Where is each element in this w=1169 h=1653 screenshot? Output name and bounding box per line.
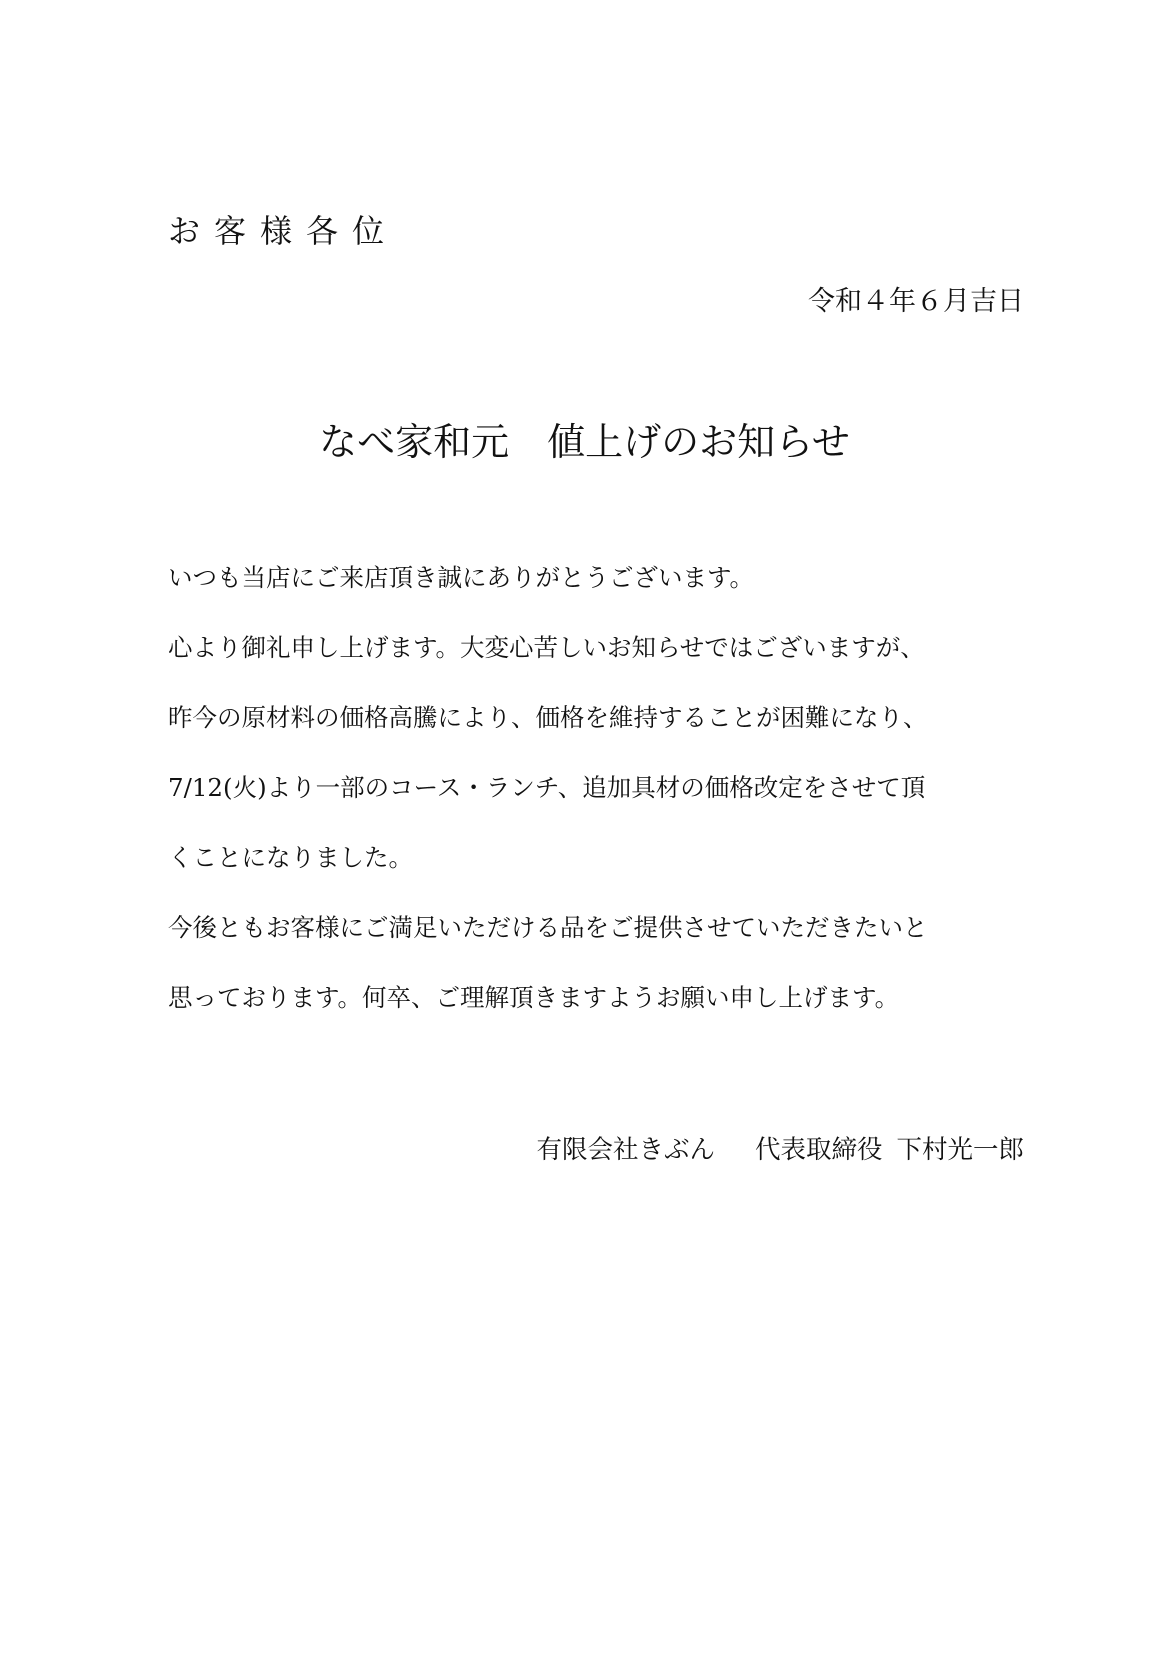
body-line: 7/12(火)より一部のコース・ランチ、追加具材の価格改定をさせて頂 xyxy=(168,773,926,802)
notice-body xyxy=(168,560,1048,1050)
notice-date: 令和４年６月吉日 xyxy=(808,286,1024,317)
body-line: 今後ともお客様にご満足いただける品をご提供させていただきたいと xyxy=(168,913,928,942)
body-line: 心より御礼申し上げます。大変心苦しいお知らせではございますが、 xyxy=(168,633,925,662)
body-line: 思っております。何卒、ご理解頂きますようお願い申し上げます。 xyxy=(168,983,900,1012)
body-line: いつも当店にご来店頂き誠にありがとうございます。 xyxy=(168,563,755,592)
notice-title: なべ家和元 値上げのお知らせ xyxy=(319,420,850,464)
signature-name: 下村光一郎 xyxy=(896,1135,1024,1165)
signature-role: 代表取締役 xyxy=(754,1135,883,1165)
body-line: くことになりました。 xyxy=(168,843,413,872)
signature-company: 有限会社きぶん xyxy=(536,1135,715,1165)
salutation: お客様各位 xyxy=(168,212,399,250)
body-line: 昨今の原材料の価格高騰により、価格を維持することが困難になり、 xyxy=(168,703,928,732)
signature xyxy=(536,1130,1024,1170)
